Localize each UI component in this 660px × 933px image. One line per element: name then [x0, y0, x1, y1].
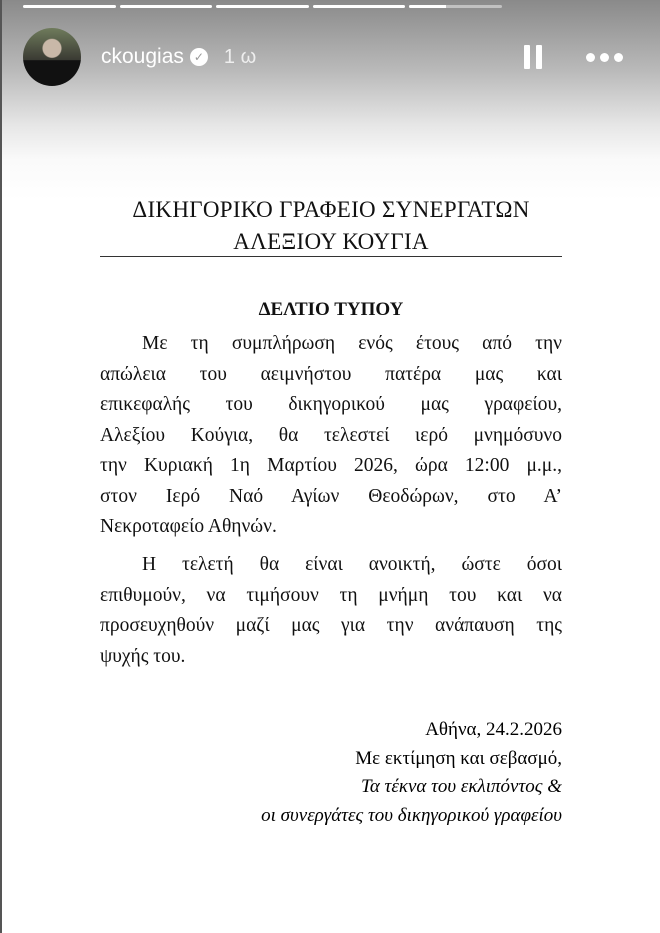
progress-segment	[313, 5, 406, 8]
text-line: επικεφαλής του δικηγορικού μας γραφείου,	[100, 394, 562, 415]
divider	[100, 256, 562, 257]
place-date: Αθήνα, 24.2.2026	[425, 719, 562, 740]
text-line: Με τη συμπλήρωση ενός έτους από την	[142, 333, 562, 354]
heading: ΔΕΛΤΙΟ ΤΥΠΟΥ	[258, 299, 404, 320]
progress-segment	[23, 5, 116, 8]
pause-icon[interactable]	[524, 45, 542, 69]
text-line: ψυχής του.	[100, 645, 186, 667]
text-line: Νεκροταφείο Αθηνών.	[100, 516, 277, 537]
signature-block	[261, 716, 562, 830]
text-line: Αλεξίου Κούγια, θα τελεστεί ιερό μνημόσυνο	[100, 424, 562, 446]
title-line: ΔΙΚΗΓΟΡΙΚΟ ΓΡΑΦΕΙΟ ΣΥΝΕΡΓΑΤΩΝ	[132, 197, 530, 222]
progress-segment	[120, 5, 213, 8]
closing: Με εκτίμηση και σεβασμό,	[355, 747, 562, 769]
username[interactable]: ckougias	[101, 45, 184, 68]
story-header	[23, 28, 638, 86]
paragraph-2	[100, 550, 562, 672]
title-line: ΑΛΕΞΙΟΥ ΚΟΥΓΙΑ	[233, 229, 429, 254]
signature-line: οι συνεργάτες του δικηγορικού γραφείου	[261, 804, 562, 826]
story-progress	[23, 5, 502, 8]
text-line: προσευχηθούν μαζί μας για την ανάπαυση της	[100, 615, 562, 636]
more-options-icon[interactable]	[586, 53, 623, 62]
progress-segment	[409, 5, 502, 8]
text-line: Η τελετή θα είναι ανοικτή, ώστε όσοι	[142, 554, 562, 575]
signature-line: Τα τέκνα του εκλιπόντος &	[360, 776, 562, 797]
avatar[interactable]	[23, 28, 81, 86]
paragraph-1	[100, 329, 562, 543]
text-line: απώλεια του αειμνήστου πατέρα μας και	[100, 363, 562, 385]
text-line: την Κυριακή 1η Μαρτίου 2026, ώρα 12:00 μ.μ.,	[100, 455, 562, 476]
text-line: στον Ιερό Ναό Αγίων Θεοδώρων, στο Α’	[100, 485, 562, 507]
progress-segment	[216, 5, 309, 8]
post-time: 1 ω	[223, 45, 257, 68]
text-line: επιθυμούν, να τιμήσουν τη μνήμη του και να	[100, 584, 562, 606]
document-title	[100, 194, 562, 258]
verified-badge-icon: ✓	[190, 48, 208, 66]
